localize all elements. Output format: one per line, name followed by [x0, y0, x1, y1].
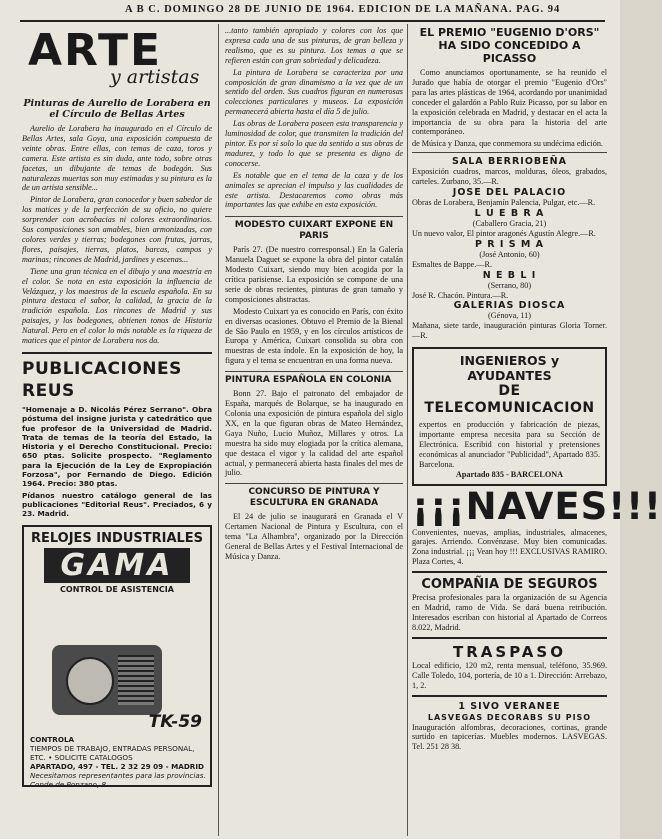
colonia-headline: PINTURA ESPAÑOLA EN COLONIA [225, 375, 392, 386]
gama-footer-line: APARTADO, 497 - TEL. 2 32 29 09 - MADRID [30, 761, 204, 771]
decor-ad-text: Inauguración alfombras, decoraciones, cortinas, grande surtido en tapicerías. Muebles modernos. LASVEGAS. Tel. 251 28 38. [412, 722, 607, 752]
gama-model: TK-59 [148, 711, 202, 732]
lorabera-continued: La pintura de Lorabera se caracteriza por una composición de gran dinamismo a la vez que de un sentido del orden. Sus cuadros figuran en numerosas colecciones particulares y museos. La exposición permanecerá abierta hasta el día 5 de julio. [225, 67, 403, 117]
traspaso-ad-title: TRASPASO [453, 642, 566, 661]
lorabera-continued: Las obras de Lorabera poseen esta transparencia y luminosidad de color, que transmiten la tradición del pintor. Es por sí solo lo que da sentido a sus obras de madurez, y todo lo que se presenta es digno de conocerse. [225, 119, 403, 168]
publicaciones-paragraph: "Homenaje a D. Nicolás Pérez Serrano". Obra póstuma del insigne jurista y catedrático que fue profesor de la Universidad de Madrid. Trata de temas de la teoría del Estado, la Historia y el Derecho Constitucional. Precio: 650 ptas. Solicite prospecto. "Reglamento para la Ejecución de la Ley de Expropiación Forzosa", por Fernando de Diego. Edición 1964. Precio: 380 ptas. [22, 404, 212, 489]
telecom-ad-footer: Apartado 835 - BARCELONA [455, 469, 564, 479]
cuixart-headline: MODESTO CUIXART EXPONE EN PARIS [234, 220, 394, 242]
gallery-name: L U E B R A [474, 207, 545, 219]
telecom-ad-text: expertos en producción y fabricación de piezas, importante empresa necesita para su Sección de Electrónica. Escribid con historial y pretensiones económicas al anunciador "Publicidad", Apartado 835. Barcelona. [419, 420, 600, 469]
lorabera-headline: Pinturas de Aurelio de Lorabera en el Círculo de Bellas Artes [23, 98, 211, 120]
clock-face-icon [66, 657, 114, 705]
column-middle [225, 26, 403, 562]
seguros-ad-text: Precisa profesionales para la organización de su Agencia en Madrid, ramo de Vida. Se dará buena retribución. Interesados escriban con historial al Apartado de Correos 8.022, Madrid. [412, 593, 607, 632]
publicaciones-reus-title: PUBLICACIONES REUS [22, 358, 182, 401]
lorabera-paragraph: Aurelio de Lorabera ha inaugurado en el Círculo de Bellas Artes, sala Goya, una exposición compuesta de veinte obras. Entre ellas, con temas de caza, toros y camera. Este artista es sin duda, ante todo, sobre otras facetas, un dibujante de temas de bodegón. Sus naturalezas muertas son muy estimadas y su pintura es la de un artista sensible... [22, 124, 212, 193]
column-left [22, 26, 212, 787]
arte-subtitle: y artistas [110, 66, 200, 88]
gama-footer-line: CONTROLA [30, 734, 75, 744]
gallery-name: SALA BERRIOBEÑA [452, 156, 567, 168]
arte-title: ARTE [28, 25, 163, 76]
arte-masthead [22, 26, 212, 94]
section-divider [225, 216, 403, 217]
gama-footer-line: TIEMPOS DE TRABAJO, ENTRADAS PERSONAL, ETC. • SOLICITE CATALOGOS [30, 743, 195, 762]
granada-paragraph: El 24 de julio se inaugurará en Granada el V Certamen Nacional de Pintura y Escultura, con el tema "La Alhambra", organizado por la Dirección General de Bellas Artes y el Festival Internacional de Música y Danza. [225, 512, 403, 561]
gallery-address: (Génova, 11) [488, 311, 531, 321]
naves-ad-title: ¡¡¡NAVES!!! [412, 484, 662, 528]
lorabera-paragraph: Tiene una gran técnica en el dibujo y una maestría en el color. Se nota en esta exposición la influencia de Velázquez, y los maestros de la escuela española. En su pintura destaca el sabor, la calidad, la gracia de la tradición española. Los rincones de Madrid y sus paisajes, y los bodegones, obtienen tonos de Historia Natural. Pero en el color lo más notable es la riqueza de matices que el pintor de Lorabera nos da. [22, 266, 212, 346]
gallery-name: GALERIAS DIOSCA [453, 300, 566, 312]
column-right [412, 26, 662, 752]
lorabera-paragraph: Pintor de Lorabera, gran conocedor y buen sabedor de los matices y de la perfección de su oficio, no quiere sorprender con acrobacias ni colores extraordinarios. Sus composiciones son amables, bien armonizadas, con colores verdes y tierras; bodegones con frutas, jarras, flores, paisajes, tierras, platos, barcas, campos y marinas; rincones de Madrid, jardines y escenas... [22, 195, 212, 264]
gama-clocks-ad [22, 525, 212, 787]
gallery-text: Un nuevo valor, El pintor aragonés Agustín Alegre.—R. [412, 228, 596, 238]
gallery-address: (Caballero Gracia, 21) [472, 218, 547, 228]
column-divider [407, 24, 408, 836]
section-divider [225, 371, 403, 372]
gallery-text: Exposición cuadros, marcos, molduras, óleos, grabados, carteles. Zurbano, 35.—R. [412, 167, 607, 187]
colonia-paragraph: Bonn 27. Bajo el patronato del embajador de España, marqués de Bolarque, se ha inaugurado en Colonia una exposición de pintura española del siglo XX, en la que figuran obras de Mateo Hernández, Gaya Nuño, Lucio Muñoz, Millares y otros. La muestra ha sido muy elogiada por la crítica alemana, que destaca el vigor y la calidad del arte español actual, y permanecerá abierta hasta finales del mes de julio. [225, 389, 403, 478]
column-divider [218, 24, 219, 836]
gallery-name: JOSE DEL PALACIO [452, 187, 567, 199]
premio-headline: EL PREMIO "EUGENIO D'ORS" HA SIDO CONCEDIDO A PICASSO [419, 26, 600, 65]
gama-heading: RELOJES INDUSTRIALES [30, 530, 204, 546]
premio-paragraph: Como anunciamos oportunamente, se ha reunido el Jurado que había de otorgar el premio "Eugenio d'Ors" para las artes plásticas de 1964, acordando por unanimidad conceder el galardón a Pablo Ruiz Picasso, por su labor en la exposición celebrada en Madrid, y destacar en el acta la importancia de su obra para la historia del arte contemporáneo. [412, 68, 607, 137]
section-divider [412, 152, 607, 153]
naves-ad-text: Convenientes, nuevas, amplias, industriales, almacenes, garajes. Arriendo. Convénzase. Muy bien comunicadas. Zona industrial. ¡¡¡ Vean hoy !!! EXCLUSIVAS RAMIRO. Plaza Cortes, 4. [412, 527, 607, 567]
cuixart-paragraph: Modesto Cuixart ya es conocido en París, con éxito en diversas ocasiones. Obtuvo el Premio de la Bienal de São Paulo en 1959, y en los círculos artísticos de Europa y América, Cuixart consolida su obra con muestras de esta índole. En la exposición de hoy, la figura y el tema se encuentran en una forma nueva. [225, 306, 403, 366]
seguros-ad-title: COMPAÑIA DE SEGUROS [421, 577, 598, 593]
telecom-ad [412, 347, 607, 485]
gama-logo: GAMA [44, 548, 190, 583]
card-slot-icon [118, 655, 154, 705]
gallery-text: Obras de Lorabera, Benjamín Palencia, Pulgar, etc.—R. [412, 198, 596, 208]
header-rule [20, 20, 605, 22]
gallery-text: Esmaltes de Bappe.—R. [412, 259, 493, 269]
gallery-name: P R I S M A [475, 238, 544, 250]
section-divider [412, 637, 607, 639]
lorabera-continued: Es notable que en el tema de la caza y de los animales se aprecian el impulso y las cualidades de este artista. Destacaremos como obras más importantes las que exhibe en esta exposición. [225, 170, 403, 210]
time-clock-illustration [52, 645, 162, 715]
gallery-address: (José Antonio, 60) [479, 249, 540, 259]
gama-footer [30, 735, 206, 789]
gallery-name: N E B L I [482, 269, 537, 281]
gallery-text: Mañana, siete tarde, inauguración pinturas Gloria Torner.—R. [412, 321, 607, 341]
gallery-address: (Serrano, 80) [487, 280, 532, 290]
section-divider [22, 352, 212, 354]
premio-paragraph: de Música y Danza, que conmemora su undécima edición. [412, 139, 603, 149]
gama-footer-line: Necesitamos representantes para las provincias. Conde de Ponzano, 8 [30, 770, 206, 789]
traspaso-ad-text: Local edificio, 120 m2, renta mensual, teléfono, 35.969. Calle Toledo, 104, portería, de 10 a 1. Dirección: Arrebazo, 1, 2. [412, 660, 607, 690]
cuixart-paragraph: París 27. (De nuestro corresponsal.) En la Galería Manuela Daguet se expone la obra del pintor catalán Modesto Cuixart, siendo muy bien acogida por la crítica parisiense. La exposición se compone de una serie de obras recientes, pinturas de gran tamaño y composiciones abstractas. [225, 245, 403, 304]
gallery-text: José R. Chacón. Pintura.—R. [412, 290, 509, 300]
decor-ad-subtitle: LASVEGAS DECORABS SU PISO [427, 712, 592, 722]
lorabera-continued: ...tanto también apropiado y colores con los que expresa cada una de sus pinturas, de gran belleza y realismo, que es su pintura. Los temas a que se refieren están con gran sobriedad y delicadeza. [225, 26, 403, 65]
decor-ad-title: 1 SIVO VERANEE [458, 700, 561, 712]
telecom-ad-title: INGENIEROS y AYUDANTES [459, 353, 560, 384]
granada-headline: CONCURSO DE PINTURA Y ESCULTURA EN GRANADA [248, 487, 380, 509]
gama-subheading: CONTROL DE ASISTENCIA [60, 584, 174, 594]
section-divider [225, 483, 403, 484]
publicaciones-paragraph: Pídanos nuestro catálogo general de las publicaciones "Editorial Reus". Preciados, 6 y 23. Madrid. [22, 490, 212, 519]
page-header: A B C. DOMINGO 28 DE JUNIO DE 1964. EDICION DE LA MAÑANA. PAG. 94 [125, 4, 561, 15]
section-divider [412, 571, 607, 573]
telecom-ad-subtitle: DE TELECOMUNICACION [424, 383, 595, 417]
section-divider [412, 695, 607, 697]
